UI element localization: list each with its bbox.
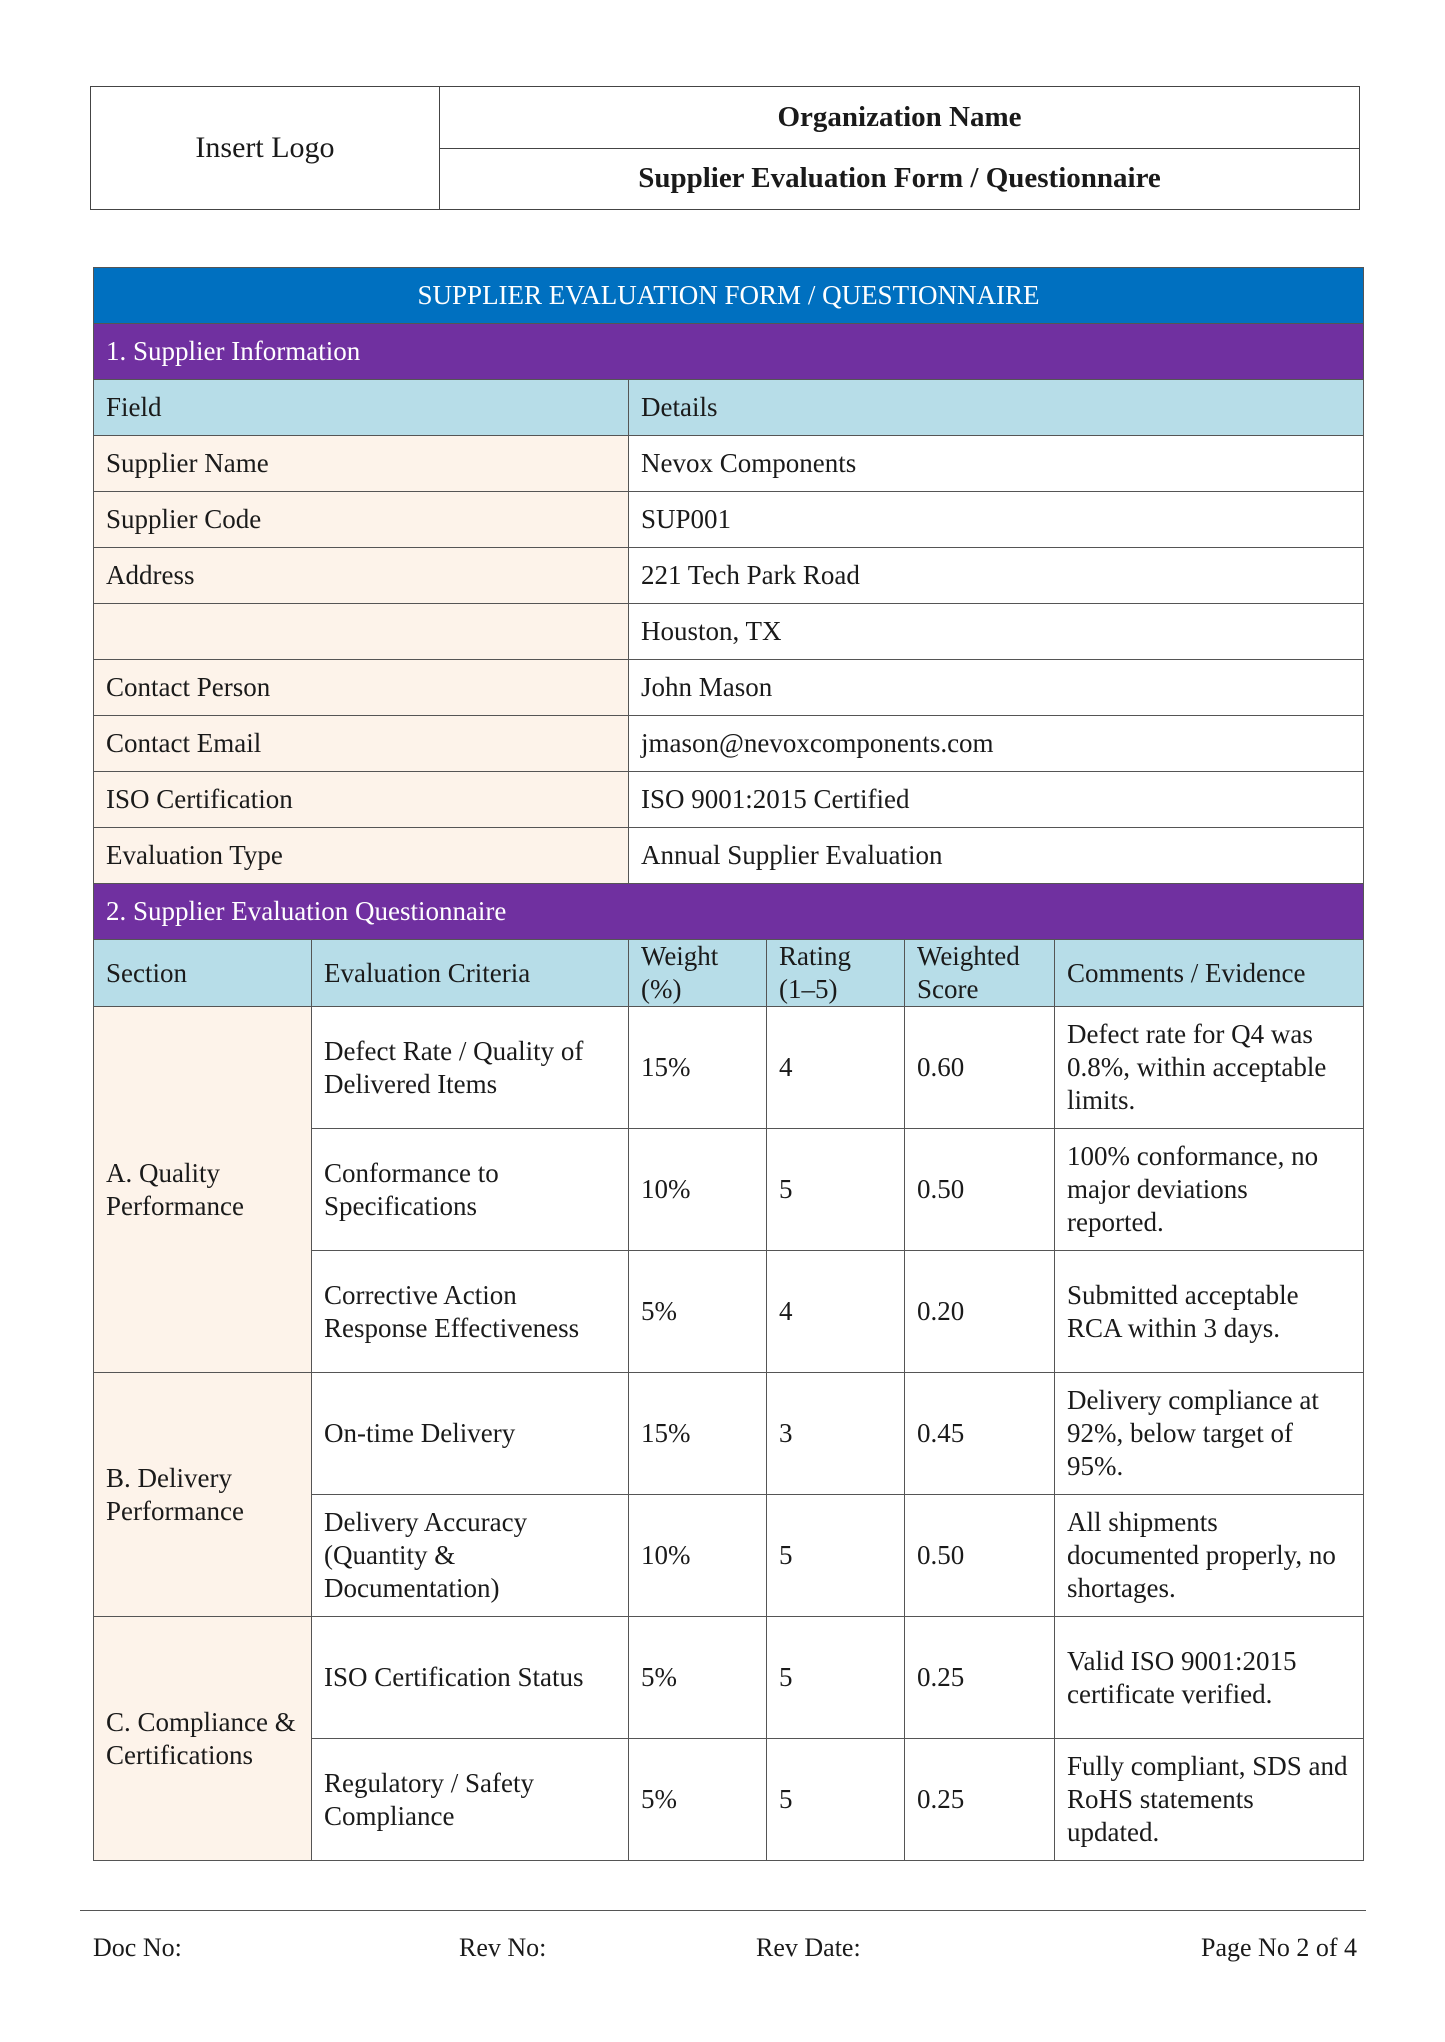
criteria-cell: Delivery Accuracy (Quantity & Documentation)	[312, 1495, 629, 1617]
info-row	[94, 660, 1364, 716]
info-field: Supplier Name	[94, 436, 629, 492]
info-field	[94, 604, 629, 660]
rating-cell: 5	[767, 1129, 905, 1251]
info-details: John Mason	[629, 660, 1364, 716]
weighted-score-cell: 0.25	[905, 1617, 1055, 1739]
info-row	[94, 716, 1364, 772]
section-label: B. Delivery Performance	[94, 1373, 312, 1617]
weight-cell: 15%	[629, 1373, 767, 1495]
info-row	[94, 492, 1364, 548]
weighted-score-cell: 0.60	[905, 1007, 1055, 1129]
questionnaire-header-row	[94, 940, 1364, 1007]
info-field: Contact Person	[94, 660, 629, 716]
organization-name: Organization Name	[440, 87, 1359, 149]
section-col-header: Section	[94, 940, 312, 1007]
table-row	[94, 1373, 1364, 1495]
form-title: Supplier Evaluation Form / Questionnaire	[638, 162, 1161, 195]
rating-cell: 5	[767, 1739, 905, 1861]
field-header: Field	[94, 380, 629, 436]
comments-cell: 100% conformance, no major deviations reported.	[1055, 1129, 1364, 1251]
criteria-cell: Regulatory / Safety Compliance	[312, 1739, 629, 1861]
weighted-score-col-header: Weighted Score	[905, 940, 1055, 1007]
doc-number-label: Doc No:	[93, 1933, 182, 1962]
info-field: Address	[94, 548, 629, 604]
revision-date-label: Rev Date:	[756, 1933, 861, 1962]
criteria-col-header: Evaluation Criteria	[312, 940, 629, 1007]
info-row	[94, 604, 1364, 660]
weight-cell: 5%	[629, 1251, 767, 1373]
page-number: Page No 2 of 4	[1201, 1933, 1357, 1962]
weight-cell: 5%	[629, 1617, 767, 1739]
questionnaire-heading: 2. Supplier Evaluation Questionnaire	[94, 884, 1364, 940]
weight-col-header: Weight (%)	[629, 940, 767, 1007]
evaluation-table	[93, 267, 1364, 1861]
info-details: Nevox Components	[629, 436, 1364, 492]
weighted-score-cell: 0.45	[905, 1373, 1055, 1495]
info-field: Evaluation Type	[94, 828, 629, 884]
info-header-row	[94, 380, 1364, 436]
weight-cell: 5%	[629, 1739, 767, 1861]
comments-cell: All shipments documented properly, no shortages.	[1055, 1495, 1364, 1617]
criteria-cell: On-time Delivery	[312, 1373, 629, 1495]
comments-cell: Valid ISO 9001:2015 certificate verified.	[1055, 1617, 1364, 1739]
rating-cell: 3	[767, 1373, 905, 1495]
criteria-cell: Conformance to Specifications	[312, 1129, 629, 1251]
comments-cell: Fully compliant, SDS and RoHS statements updated.	[1055, 1739, 1364, 1861]
weighted-score-cell: 0.50	[905, 1495, 1055, 1617]
info-row	[94, 828, 1364, 884]
table-row	[94, 1617, 1364, 1739]
section-heading	[94, 324, 1364, 380]
weight-cell: 15%	[629, 1007, 767, 1129]
weighted-score-cell: 0.20	[905, 1251, 1055, 1373]
comments-col-header: Comments / Evidence	[1055, 940, 1364, 1007]
rating-cell: 5	[767, 1495, 905, 1617]
details-header: Details	[629, 380, 1364, 436]
info-field: Contact Email	[94, 716, 629, 772]
form-banner	[94, 268, 1364, 324]
info-row	[94, 772, 1364, 828]
criteria-cell: Corrective Action Response Effectiveness	[312, 1251, 629, 1373]
supplier-info-heading: 1. Supplier Information	[94, 324, 1364, 380]
info-details: Annual Supplier Evaluation	[629, 828, 1364, 884]
weight-cell: 10%	[629, 1129, 767, 1251]
comments-cell: Submitted acceptable RCA within 3 days.	[1055, 1251, 1364, 1373]
info-row	[94, 436, 1364, 492]
info-details: jmason@nevoxcomponents.com	[629, 716, 1364, 772]
footer-divider	[80, 1910, 1366, 1911]
criteria-cell: Defect Rate / Quality of Delivered Items	[312, 1007, 629, 1129]
table-row	[94, 1007, 1364, 1129]
rating-cell: 4	[767, 1007, 905, 1129]
rating-col-header: Rating (1–5)	[767, 940, 905, 1007]
logo-placeholder: Insert Logo	[91, 87, 440, 209]
form-banner-text: SUPPLIER EVALUATION FORM / QUESTIONNAIRE	[94, 268, 1364, 324]
revision-number-label: Rev No:	[459, 1933, 547, 1962]
info-details: ISO 9001:2015 Certified	[629, 772, 1364, 828]
info-row	[94, 548, 1364, 604]
criteria-cell: ISO Certification Status	[312, 1617, 629, 1739]
section-label: C. Compliance & Certifications	[94, 1617, 312, 1861]
info-field: Supplier Code	[94, 492, 629, 548]
section-heading	[94, 884, 1364, 940]
comments-cell: Defect rate for Q4 was 0.8%, within acceptable limits.	[1055, 1007, 1364, 1129]
comments-cell: Delivery compliance at 92%, below target of 95%.	[1055, 1373, 1364, 1495]
info-details: Houston, TX	[629, 604, 1364, 660]
rating-cell: 4	[767, 1251, 905, 1373]
info-details: 221 Tech Park Road	[629, 548, 1364, 604]
info-details: SUP001	[629, 492, 1364, 548]
weighted-score-cell: 0.25	[905, 1739, 1055, 1861]
section-label: A. Quality Performance	[94, 1007, 312, 1373]
header-titles	[440, 87, 1359, 209]
rating-cell: 5	[767, 1617, 905, 1739]
document-header	[90, 86, 1360, 210]
weight-cell: 10%	[629, 1495, 767, 1617]
weighted-score-cell: 0.50	[905, 1129, 1055, 1251]
info-field: ISO Certification	[94, 772, 629, 828]
